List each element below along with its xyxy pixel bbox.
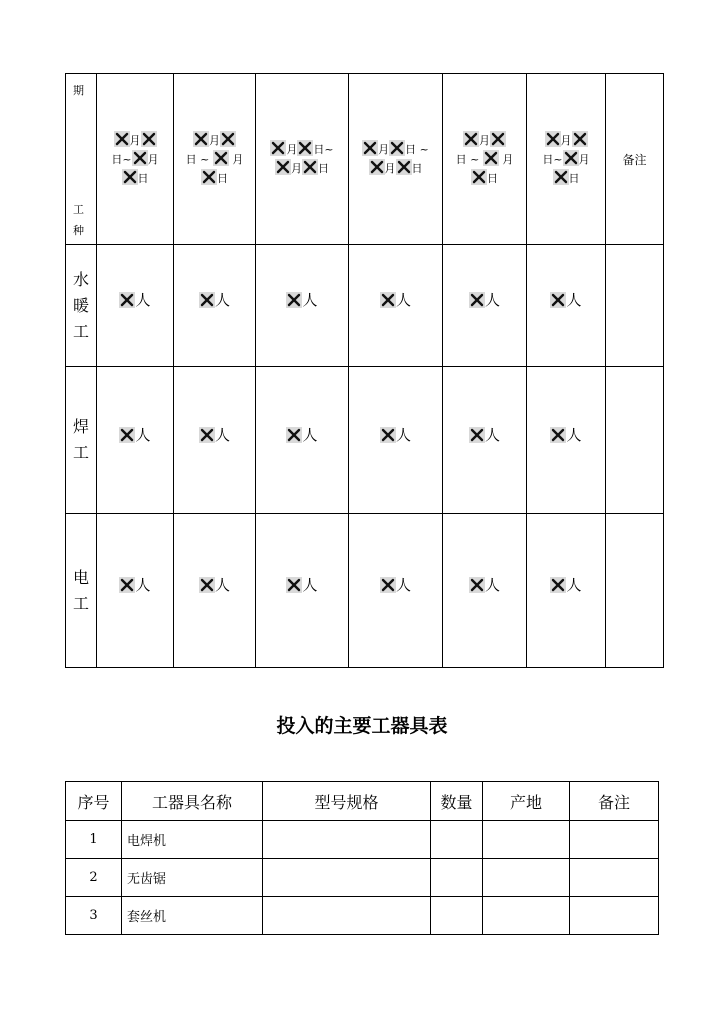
- x-box-icon: [469, 292, 485, 308]
- period-line: 日 ~ 月: [180, 150, 249, 169]
- worker-count-cell: 人: [349, 245, 443, 367]
- x-box-icon: [471, 169, 487, 185]
- x-box-icon: [369, 159, 385, 175]
- origin-cell: [483, 897, 570, 935]
- x-box-icon: [469, 427, 485, 443]
- x-box-icon: [563, 150, 579, 166]
- tools-table: [65, 781, 659, 935]
- period-line: 月: [103, 131, 167, 150]
- tool-name: 无齿锯: [122, 859, 263, 897]
- col-header-note: 备注: [570, 782, 659, 821]
- x-box-icon: [553, 169, 569, 185]
- x-box-icon: [132, 150, 148, 166]
- col-header-no: 序号: [66, 782, 122, 821]
- col-header-origin: 产地: [483, 782, 570, 821]
- x-box-icon: [389, 140, 405, 156]
- qty-cell: [431, 821, 483, 859]
- worker-count-cell: 人: [443, 245, 527, 367]
- worker-count-cell: 人: [256, 514, 349, 668]
- period-line: 月: [180, 131, 249, 150]
- period-line: 月: [533, 131, 599, 150]
- table-row: [66, 897, 659, 935]
- x-box-icon: [380, 577, 396, 593]
- corner-period-label: 期: [73, 84, 84, 97]
- tool-name: 电焊机: [122, 821, 263, 859]
- spec-cell: [263, 897, 431, 935]
- spec-cell: [263, 821, 431, 859]
- period-line: 月 日: [355, 159, 436, 178]
- x-box-icon: [270, 140, 286, 156]
- trade-label: 水 暖 工: [66, 245, 97, 367]
- period-line: 月: [449, 131, 520, 150]
- x-box-icon: [302, 159, 318, 175]
- x-box-icon: [275, 159, 291, 175]
- x-box-icon: [380, 292, 396, 308]
- worker-count-cell: 人: [174, 514, 256, 668]
- x-box-icon: [490, 131, 506, 147]
- worker-count-cell: 人: [256, 245, 349, 367]
- x-box-icon: [213, 150, 229, 166]
- tools-header-row: [66, 782, 659, 821]
- note-cell: [570, 859, 659, 897]
- x-box-icon: [119, 577, 135, 593]
- tool-name: 套丝机: [122, 897, 263, 935]
- note-cell: [606, 245, 664, 367]
- period-line: 日 ~ 月: [449, 150, 520, 169]
- x-box-icon: [380, 427, 396, 443]
- period-header: [443, 74, 527, 245]
- worker-count-cell: 人: [97, 245, 174, 367]
- x-box-icon: [297, 140, 313, 156]
- x-box-icon: [193, 131, 209, 147]
- period-line: 日~ 月: [533, 150, 599, 169]
- note-cell: [606, 514, 664, 668]
- x-box-icon: [199, 292, 215, 308]
- x-box-icon: [201, 169, 217, 185]
- x-box-icon: [141, 131, 157, 147]
- worker-count-cell: 人: [97, 514, 174, 668]
- worker-count-cell: 人: [527, 245, 606, 367]
- x-box-icon: [119, 292, 135, 308]
- x-box-icon: [114, 131, 130, 147]
- x-box-icon: [199, 577, 215, 593]
- row-number: 2: [66, 859, 122, 897]
- labor-schedule-table: [65, 73, 664, 668]
- col-header-spec: 型号规格: [263, 782, 431, 821]
- period-header: [174, 74, 256, 245]
- worker-count-cell: 人: [174, 367, 256, 514]
- spec-cell: [263, 859, 431, 897]
- row-number: 1: [66, 821, 122, 859]
- origin-cell: [483, 859, 570, 897]
- qty-cell: [431, 897, 483, 935]
- x-box-icon: [286, 292, 302, 308]
- x-box-icon: [362, 140, 378, 156]
- origin-cell: [483, 821, 570, 859]
- x-box-icon: [396, 159, 412, 175]
- col-header-name: 工器具名称: [122, 782, 263, 821]
- note-cell: [606, 367, 664, 514]
- x-box-icon: [545, 131, 561, 147]
- qty-cell: [431, 859, 483, 897]
- trade-row: [66, 514, 664, 668]
- note-cell: [570, 821, 659, 859]
- period-line: 日: [103, 169, 167, 188]
- period-line: 月 日~: [262, 140, 342, 159]
- period-header: [527, 74, 606, 245]
- x-box-icon: [483, 150, 499, 166]
- x-box-icon: [122, 169, 138, 185]
- x-box-icon: [286, 427, 302, 443]
- worker-count-cell: 人: [527, 514, 606, 668]
- period-line: 日~ 月: [103, 150, 167, 169]
- corner-cell: [66, 74, 97, 245]
- x-box-icon: [286, 577, 302, 593]
- note-header: 备注: [606, 74, 664, 245]
- trade-row: [66, 245, 664, 367]
- worker-count-cell: 人: [174, 245, 256, 367]
- x-box-icon: [550, 427, 566, 443]
- x-box-icon: [469, 577, 485, 593]
- table-row: [66, 859, 659, 897]
- note-cell: [570, 897, 659, 935]
- worker-count-cell: 人: [349, 514, 443, 668]
- x-box-icon: [199, 427, 215, 443]
- trade-label: 电 工: [66, 514, 97, 668]
- worker-count-cell: 人: [349, 367, 443, 514]
- trade-row: [66, 367, 664, 514]
- x-box-icon: [550, 577, 566, 593]
- worker-count-cell: 人: [443, 514, 527, 668]
- worker-count-cell: 人: [443, 367, 527, 514]
- period-header: [97, 74, 174, 245]
- x-box-icon: [119, 427, 135, 443]
- period-header: [256, 74, 349, 245]
- trade-label: 焊 工: [66, 367, 97, 514]
- tools-table-title: 投入的主要工器具表: [276, 715, 448, 737]
- worker-count-cell: 人: [97, 367, 174, 514]
- x-box-icon: [550, 292, 566, 308]
- x-box-icon: [220, 131, 236, 147]
- col-header-qty: 数量: [431, 782, 483, 821]
- x-box-icon: [572, 131, 588, 147]
- worker-count-cell: 人: [527, 367, 606, 514]
- period-line: 月 日 ~: [355, 140, 436, 159]
- period-line: 日: [449, 169, 520, 188]
- period-line: 日: [533, 169, 599, 188]
- row-number: 3: [66, 897, 122, 935]
- corner-trade-label: 工 种: [73, 203, 84, 237]
- period-line: 日: [180, 169, 249, 188]
- table-row: [66, 821, 659, 859]
- x-box-icon: [463, 131, 479, 147]
- worker-count-cell: 人: [256, 367, 349, 514]
- period-line: 月 日: [262, 159, 342, 178]
- period-header: [349, 74, 443, 245]
- schedule-header-row: [66, 74, 664, 245]
